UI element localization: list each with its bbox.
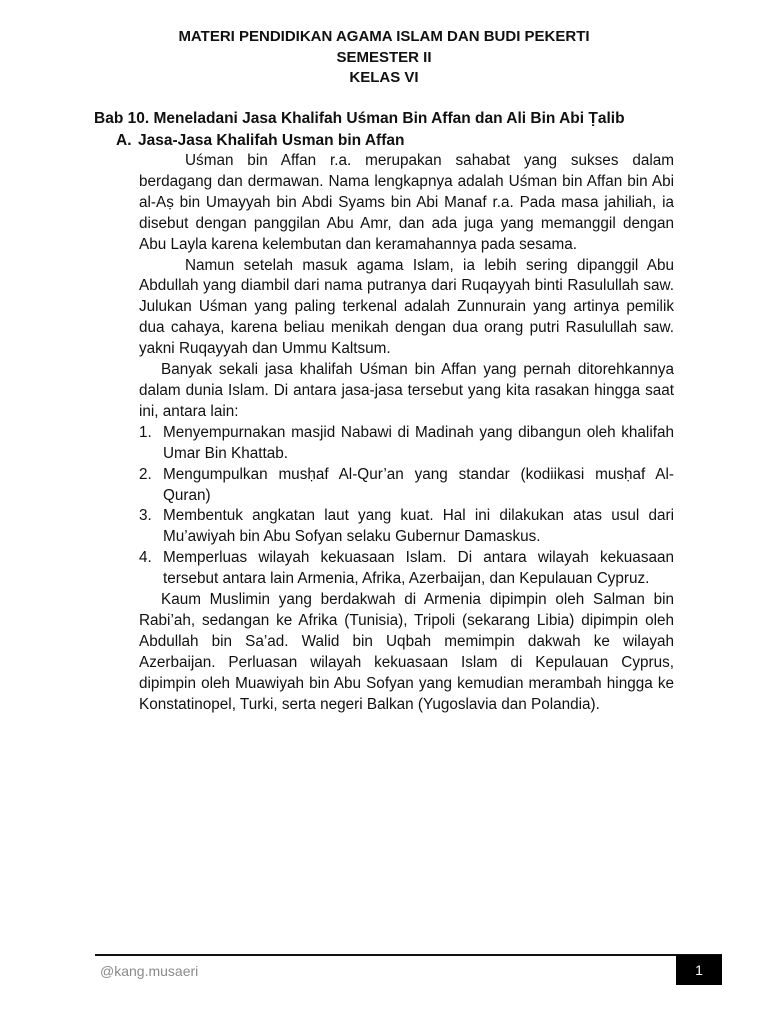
list-item-text: Menyempurnakan masjid Nabawi di Madinah yang dibangun oleh khalifah Umar Bin Khattab. xyxy=(163,423,674,462)
page-number: 1 xyxy=(676,955,722,985)
header-line-1: MATERI PENDIDIKAN AGAMA ISLAM DAN BUDI PEKERTI xyxy=(178,28,590,45)
list-item-text: Membentuk angkatan laut yang kuat. Hal ini dilakukan atas usul dari Mu’awiyah bin Abu Sofyan selaku Gubernur Damaskus. xyxy=(163,507,674,546)
chapter-title: Bab 10. Meneladani Jasa Khalifah Uśman Bin Affan dan Ali Bin Abi Ṭalib xyxy=(94,110,625,127)
list-item-number: 1. xyxy=(139,423,152,441)
list-item-number: 4. xyxy=(139,549,152,567)
header-line-2: SEMESTER II xyxy=(336,48,432,66)
list-item xyxy=(139,548,674,590)
body-content xyxy=(139,151,674,715)
list-item-text: Memperluas wilayah kekuasaan Islam. Di antara wilayah kekuasaan tersebut antara lain Armenia, Afrika, Azerbaijan, dan Kepulauan Cypruz. xyxy=(163,549,674,588)
paragraph-4: Kaum Muslimin yang berdakwah di Armenia dipimpin oleh Salman bin Rabi’ah, sedangan ke Afrika (Tunisia), Tripoli (sekarang Libia) dipimpin oleh Abdullah bin Sa’ad. Walid bin Uqbah memimpin dakwah ke wilayah Azerbaijan. Perluasan wilayah kekuasaan Islam di Kepulauan Cyprus, dipimpin oleh Muawiyah bin Abu Sofyan yang kemudian merambah hingga ke Konstatinopel, Turki, serta negeri Balkan (Yugoslavia dan Polandia). xyxy=(139,591,674,713)
header-line-3: KELAS VI xyxy=(349,69,419,86)
list-item xyxy=(139,506,674,548)
footer-handle: @kang.musaeri xyxy=(100,963,199,979)
section-heading xyxy=(116,130,716,151)
paragraph-1: Uśman bin Affan r.a. merupakan sahabat yang sukses dalam berdagang dan dermawan. Nama lengkapnya adalah Uśman bin Affan bin Abi al-Aṣ bin Umayyah bin Abdi Syams bin Abi Manaf r.a. Pada masa jahiliah, ia disebut dengan panggilan Abu Amr, dan ada juga yang memanggil dengan Abu Layla karena kelembutan dan keramahannya pada sesama. xyxy=(139,152,674,253)
list-item-number: 2. xyxy=(139,465,152,483)
footer-divider xyxy=(95,954,722,956)
list-item xyxy=(139,423,674,465)
paragraph-2: Namun setelah masuk agama Islam, ia lebih sering dipanggil Abu Abdullah yang diambil dari nama putranya dari Ruqayyah binti Rasulullah saw. Julukan Uśman yang paling terkenal adalah Zunnurain yang artinya pemilik dua cahaya, karena beliau menikah dengan dua orang putri Rasulullah saw. yakni Ruqayyah dan Ummu Kaltsum. xyxy=(139,256,674,358)
list-item xyxy=(139,465,674,507)
paragraph-3: Banyak sekali jasa khalifah Uśman bin Affan yang pernah ditorehkannya dalam dunia Islam. Di antara jasa-jasa tersebut yang kita rasakan hingga saat ini, antara lain: xyxy=(139,361,674,420)
section-letter: A. xyxy=(116,132,132,149)
section-title: Jasa-Jasa Khalifah Usman bin Affan xyxy=(138,132,405,149)
document-header xyxy=(0,27,768,89)
achievements-list xyxy=(139,423,674,590)
list-item-text: Mengumpulkan musḥaf Al-Qur’an yang standar (kodiikasi musḥaf Al-Quran) xyxy=(163,465,674,504)
list-item-number: 3. xyxy=(139,507,152,525)
